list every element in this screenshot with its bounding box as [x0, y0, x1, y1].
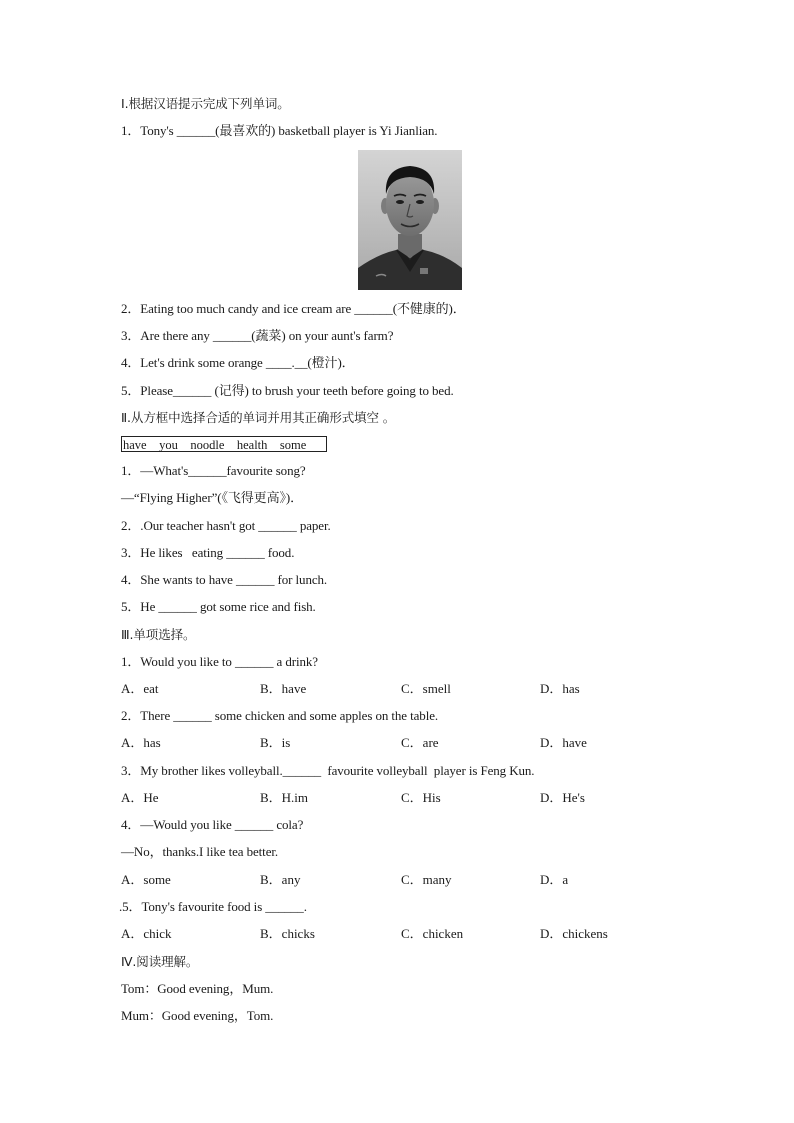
- question-1-option-a: A．eat: [121, 681, 159, 696]
- section-2-item-5: 5．He ______ got some rice and fish.: [121, 599, 316, 614]
- question-4-stem-reply: —No，thanks.I like tea better.: [121, 844, 279, 859]
- question-3-option-a: A．He: [121, 790, 159, 805]
- section-2-item-1: 1．—What's______favourite song?: [121, 463, 306, 478]
- question-1-option-d: D．has: [540, 681, 580, 696]
- question-1-option-b: B．have: [260, 681, 307, 696]
- question-5-option-c: C．chicken: [401, 926, 464, 941]
- section-2-item-3: 3．He likes eating ______ food.: [121, 545, 295, 560]
- dialogue-line-2: Mum：Good evening，Tom.: [121, 1008, 274, 1023]
- section-1-item-3: 3．Are there any ______(蔬菜) on your aunt's farm?: [121, 328, 394, 343]
- question-4-option-b: B．any: [260, 872, 301, 887]
- question-5-option-b: B．chicks: [260, 926, 315, 941]
- dialogue-line-1: Tom：Good evening，Mum.: [121, 981, 274, 996]
- question-2-option-b: B．is: [260, 735, 291, 750]
- section-3-heading: Ⅲ.单项选择。: [121, 627, 196, 642]
- section-1-item-2: 2．Eating too much candy and ice cream are ______(不健康的)．: [121, 301, 466, 316]
- question-2-option-d: D．have: [540, 735, 587, 750]
- question-4-option-d: D．a: [540, 872, 569, 887]
- word-box: have you noodle health some: [121, 436, 327, 452]
- section-1-item-5: 5．Please______ (记得) to brush your teeth before going to bed.: [121, 383, 454, 398]
- question-1-stem: 1．Would you like to ______ a drink?: [121, 654, 318, 669]
- section-2-item-2: 2．.Our teacher hasn't got ______ paper.: [121, 518, 331, 533]
- question-4-stem: 4．—Would you like ______ cola?: [121, 817, 304, 832]
- section-4-heading: Ⅳ.阅读理解。: [121, 954, 199, 969]
- section-1-heading: Ⅰ.根据汉语提示完成下列单词。: [121, 96, 290, 111]
- question-3-option-d: D．He's: [540, 790, 585, 805]
- question-3-option-c: C．His: [401, 790, 441, 805]
- question-1-option-c: C．smell: [401, 681, 451, 696]
- question-5-stem: .5．Tony's favourite food is ______.: [119, 899, 307, 914]
- question-5-option-d: D．chickens: [540, 926, 608, 941]
- question-2-stem: 2．There ______ some chicken and some apples on the table.: [121, 708, 439, 723]
- question-3-option-b: B．H.im: [260, 790, 309, 805]
- section-1-item-4: 4．Let's drink some orange ____.__(橙汁)．: [121, 355, 355, 370]
- question-4-option-c: C．many: [401, 872, 452, 887]
- section-2-item-1-answer: —“Flying Higher”(《飞得更高》)．: [121, 490, 304, 505]
- question-4-option-a: A．some: [121, 872, 171, 887]
- section-1-item-1: 1．Tony's ______(最喜欢的) basketball player is Yi Jianlian.: [121, 123, 438, 138]
- question-3-stem: 3．My brother likes volleyball.______ favourite volleyball player is Feng Kun.: [121, 763, 535, 778]
- question-5-option-a: A．chick: [121, 926, 172, 941]
- question-2-option-c: C．are: [401, 735, 439, 750]
- section-2-heading: Ⅱ.从方框中选择合适的单词并用其正确形式填空 。: [121, 410, 396, 425]
- player-photo: [358, 150, 462, 290]
- question-2-option-a: A．has: [121, 735, 161, 750]
- section-2-item-4: 4．She wants to have ______ for lunch.: [121, 572, 328, 587]
